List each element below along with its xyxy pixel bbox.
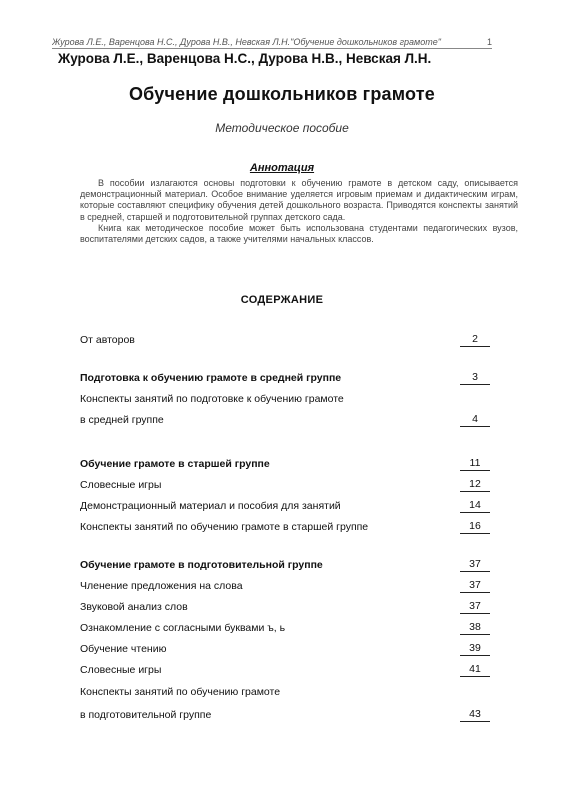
abstract-heading: Аннотация: [249, 162, 315, 174]
toc-entry-title: в средней группе: [80, 414, 164, 426]
toc-entry-page: 39: [460, 641, 490, 656]
toc-entry-title: От авторов: [80, 334, 135, 346]
toc-entry[interactable]: [80, 391, 490, 407]
toc-entry-page: 16: [460, 519, 490, 534]
toc-entry-page: 12: [460, 477, 490, 492]
toc-entry-title: Конспекты занятий по обучению грамоте в старшей группе: [80, 521, 369, 533]
toc-entry[interactable]: [80, 684, 490, 700]
abstract-paragraph: В пособии излагаются основы подготовки к обучению грамоте в детском саду, описывается демонстрационный материал. Особое внимание уделяется игровым приемам и дидактическим играм, которые составляют специфику обучения детей дошкольного возраста. Приводятся конспекты занятий в средней, старшей и подготовительной группах детского сада.: [80, 178, 518, 222]
toc-entry-title: Подготовка к обучению грамоте в средней группе: [80, 372, 342, 384]
toc-entry[interactable]: [80, 456, 490, 472]
toc-entry[interactable]: [80, 707, 490, 723]
authors: Журова Л.Е., Варенцова Н.С., Дурова Н.В., Невская Л.Н.: [58, 51, 432, 66]
running-header: [52, 36, 492, 49]
toc-entry[interactable]: [80, 620, 490, 636]
toc-entry-title: Словесные игры: [80, 479, 162, 491]
toc-entry-page: 41: [460, 662, 490, 677]
toc-entry-page: 37: [460, 557, 490, 572]
toc-entry-title: Ознакомление с согласными буквами ъ, ь: [80, 622, 286, 634]
toc-entry[interactable]: [80, 332, 490, 348]
toc-entry-title: Демонстрационный материал и пособия для занятий: [80, 500, 341, 512]
toc-entry[interactable]: [80, 557, 490, 573]
toc-entry-page: 43: [460, 707, 490, 722]
document-subtitle: Методическое пособие: [215, 121, 349, 135]
toc-entry[interactable]: [80, 498, 490, 514]
toc-entry-page: 3: [460, 370, 490, 385]
toc-entry-page: 14: [460, 498, 490, 513]
toc-entry-page: 11: [460, 456, 490, 471]
toc-entry-title: Обучение чтению: [80, 643, 167, 655]
running-header-title: Журова Л.Е., Варенцова Н.С., Дурова Н.В., Невская Л.Н."Обучение дошкольников грамоте": [52, 37, 441, 47]
toc-heading: СОДЕРЖАНИЕ: [240, 294, 324, 306]
abstract-body: [80, 178, 518, 245]
toc-entry[interactable]: [80, 599, 490, 615]
toc-entry-title: Обучение грамоте в подготовительной группе: [80, 559, 323, 571]
toc-entry-page: 4: [460, 412, 490, 427]
toc-entry-title: Конспекты занятий по подготовке к обучению грамоте: [80, 393, 344, 405]
toc-entry[interactable]: [80, 370, 490, 386]
toc-entry-title: Конспекты занятий по обучению грамоте: [80, 686, 281, 698]
toc-entry[interactable]: [80, 641, 490, 657]
toc-entry[interactable]: [80, 412, 490, 428]
toc-entry-title: Обучение грамоте в старшей группе: [80, 458, 270, 470]
toc-entry-title: Членение предложения на слова: [80, 580, 243, 592]
toc-entry-title: в подготовительной группе: [80, 709, 212, 721]
toc-entry[interactable]: [80, 519, 490, 535]
toc-entry[interactable]: [80, 477, 490, 493]
toc-entry[interactable]: [80, 578, 490, 594]
toc-entry-page: 37: [460, 578, 490, 593]
toc-entry-title: Словесные игры: [80, 664, 162, 676]
page-number: 1: [486, 37, 492, 47]
toc-entry-page: 38: [460, 620, 490, 635]
toc-entry-page: 2: [460, 332, 490, 347]
abstract-paragraph: Книга как методическое пособие может быть использована студентами педагогических вузов, воспитателями детских садов, а также учителями начальных классов.: [80, 222, 518, 245]
toc-entry[interactable]: [80, 662, 490, 678]
toc-entry-page: 37: [460, 599, 490, 614]
toc-entry-title: Звуковой анализ слов: [80, 601, 188, 613]
document-title: Обучение дошкольников грамоте: [128, 84, 436, 104]
